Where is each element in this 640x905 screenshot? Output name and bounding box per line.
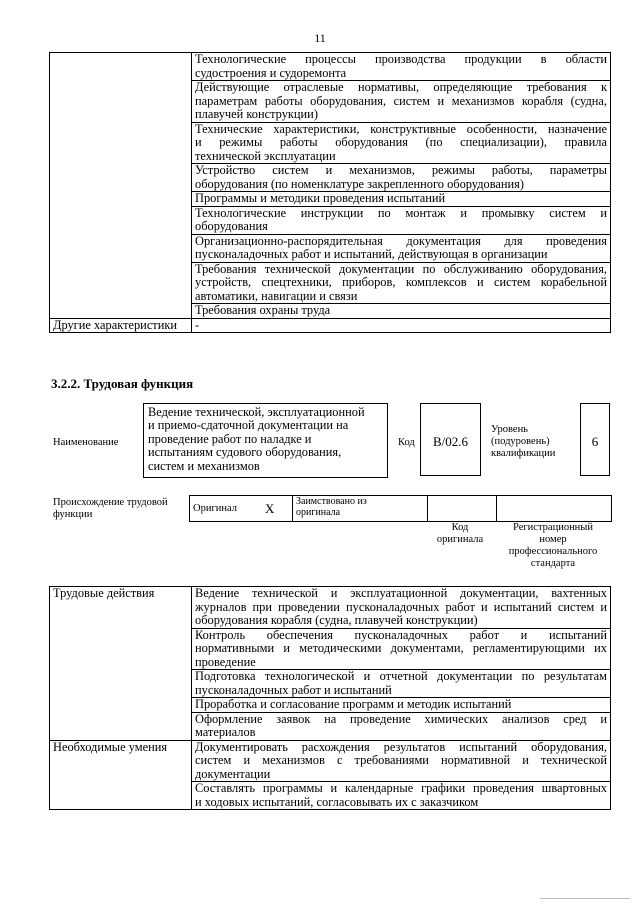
knowledge-item	[192, 122, 611, 164]
caption-line: Регистрационный	[513, 522, 593, 533]
code-value: В/02.6	[432, 434, 469, 449]
caption-line: профессионального	[508, 546, 598, 557]
knowledge-item	[192, 304, 611, 319]
cell-line: и ходовых испытаний, согласовывать их с заказчиком	[195, 794, 479, 809]
cell-line: Требования охраны труда	[195, 303, 331, 317]
action-item	[192, 782, 611, 810]
other-characteristics-value: -	[192, 318, 611, 333]
cell-line: Подготовка технологической и отчетной документации по результатам	[195, 669, 607, 683]
section-label: Необходимые умения	[50, 740, 192, 810]
cell-line: журналов при проведении пусконаладочных работ и испытаний систем и	[195, 599, 607, 614]
level-label	[491, 424, 571, 460]
cell-line: Программы и методики проведения испытаний	[195, 191, 446, 205]
cell-line: Оформление заявок на проведение химических анализов сред и	[195, 711, 607, 726]
function-name-line: Ведение технической, эксплуатационной	[148, 405, 365, 419]
level-label-line: (подуровень)	[491, 436, 550, 447]
original-label: Оригинал	[190, 496, 248, 522]
knowledge-item	[192, 164, 611, 192]
cell-line: Составлять программы и календарные графики проведения швартовных	[195, 781, 607, 795]
table-row	[50, 587, 611, 629]
cell-line: Проработка и согласование программ и методик испытаний	[195, 697, 512, 711]
borrowed-label	[293, 496, 428, 522]
original-mark: X	[248, 496, 293, 522]
caption-line: стандарта	[530, 558, 576, 569]
cell-line: Ведение технической и эксплуатационной документации, вахтенных	[195, 586, 607, 600]
cell-line: автоматики, навигации и связи	[195, 288, 358, 303]
cell-line: документации	[195, 766, 271, 781]
cell-line: судостроения и судоремонта	[195, 65, 347, 80]
scan-artifact-line	[540, 898, 630, 899]
function-name-label: Наименование	[53, 437, 119, 448]
caption-line: Код	[451, 522, 469, 533]
table-row	[50, 318, 611, 333]
cell-line: Документировать расхождения результатов испытаний оборудования,	[195, 739, 607, 754]
cell-line: Технологические процессы производства продукции в области	[195, 52, 607, 66]
action-item	[192, 698, 611, 713]
other-characteristics-label: Другие характеристики	[50, 318, 192, 333]
origin-label-line: функции	[53, 509, 93, 520]
code-value-box	[420, 403, 481, 476]
action-item	[192, 587, 611, 629]
knowledge-item	[192, 234, 611, 262]
section-label: Трудовые действия	[50, 587, 192, 741]
cell-line: оборудования (по номенклатуре закрепленного оборудования)	[195, 176, 524, 191]
level-value-box	[580, 403, 610, 476]
code-original-caption	[427, 522, 493, 546]
function-name-box	[143, 403, 388, 478]
cell-line: нормативными и методическими документами, регламентирующими их	[195, 641, 607, 655]
function-name-line: систем и механизмов	[148, 458, 260, 473]
cell-line: технической эксплуатации	[195, 148, 336, 163]
reg-number-caption	[495, 522, 611, 570]
cell-line: материалов	[195, 725, 256, 739]
cell-line: Технические характеристики, конструктивные особенности, назначение	[195, 121, 607, 136]
row-label-empty	[50, 53, 192, 319]
origin-label-line: Происхождение трудовой	[53, 497, 168, 508]
knowledge-item	[192, 206, 611, 234]
action-item	[192, 740, 611, 782]
action-item	[192, 712, 611, 740]
level-value: 6	[591, 434, 599, 449]
cell-line: пусконаладочных работ и испытаний	[195, 682, 392, 697]
cell-line: пусконаладочных работ и испытаний, действующая в организации	[195, 247, 548, 261]
cell-line: Организационно-распорядительная документация для проведения	[195, 233, 607, 248]
cell-line: плавучей конструкции)	[195, 107, 318, 121]
cell-line: Контроль обеспечения пусконаладочных работ и испытаний	[195, 627, 607, 642]
knowledge-table	[49, 52, 611, 333]
function-name-line: испытаниям судового оборудования,	[148, 445, 342, 460]
knowledge-item	[192, 81, 611, 123]
cell-line: проведение	[195, 654, 256, 669]
page-number: 11	[314, 31, 326, 45]
origin-label	[53, 497, 188, 521]
cell-line: оборудования корабля (судна, плавучей конструкции)	[195, 613, 478, 627]
cell-line: систем и механизмов с требованиями нормативной и технической	[195, 753, 607, 767]
table-row	[50, 53, 611, 81]
knowledge-item	[192, 262, 611, 304]
origin-table	[189, 495, 612, 522]
caption-line: оригинала	[436, 534, 484, 545]
cell-line: Устройство систем и механизмов, режимы работы, параметры	[195, 163, 607, 177]
function-name-line: и приемо-сдаточной документации на	[148, 418, 349, 433]
level-label-line: Уровень	[491, 424, 528, 435]
code-label: Код	[398, 437, 415, 448]
section-title: 3.2.2. Трудовая функция	[51, 376, 194, 391]
actions-table	[49, 586, 611, 810]
cell-line: устройств, спецтехники, приборов, комплексов и систем корабельной	[195, 275, 607, 289]
caption-line: номер	[539, 534, 567, 545]
action-item	[192, 670, 611, 698]
knowledge-item	[192, 53, 611, 81]
cell-line: Требования технической документации по обслуживанию оборудования,	[195, 261, 607, 276]
code-original-cell	[428, 496, 497, 522]
function-name-line: проведение работ по наладке и	[148, 431, 312, 446]
cell-line: параметрам работы оборудования, систем и механизмов корабля (судна,	[195, 93, 607, 108]
cell-line: оборудования	[195, 219, 268, 233]
borrowed-label-line: оригинала	[296, 507, 341, 518]
knowledge-item	[192, 192, 611, 207]
cell-line: Действующие отраслевые нормативы, определяющие требования к	[195, 80, 607, 94]
level-label-line: квалификации	[491, 448, 556, 459]
cell-line: и режимы работы оборудования (по специализации), правила	[195, 135, 607, 149]
reg-number-cell	[497, 496, 612, 522]
cell-line: Технологические инструкции по монтаж и промывку систем и	[195, 205, 607, 220]
action-item	[192, 628, 611, 670]
borrowed-label-line: Заимствовано из	[296, 496, 367, 507]
table-row	[50, 740, 611, 782]
